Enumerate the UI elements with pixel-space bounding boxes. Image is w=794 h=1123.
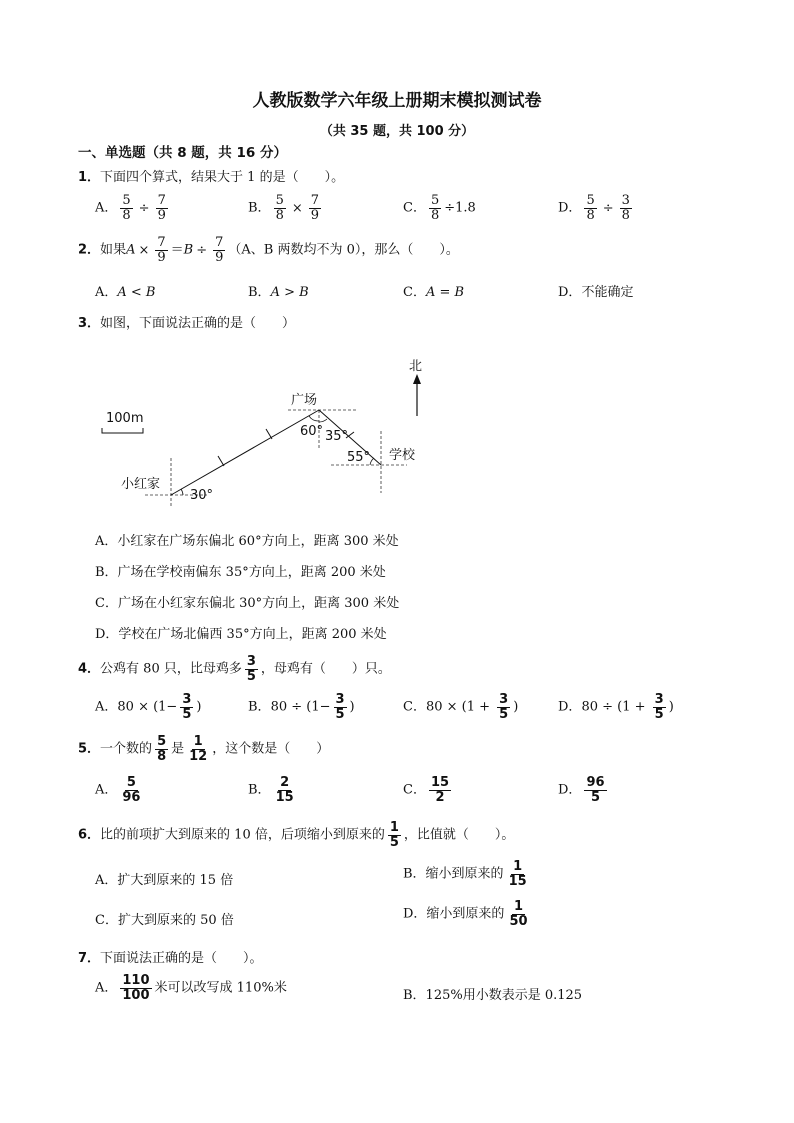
question-5-stem: 5．一个数的 $\frac{5}{8}$ 是 $\frac{1}{12}$ ，这个数是（ ） — [78, 734, 330, 764]
angle-30-label: 30° — [190, 488, 214, 503]
q5-option-a: A． $\frac{5}{96}$ — [95, 775, 141, 805]
q3-option-b: B．广场在学校南偏东 35°方向上，距离 200 米处 — [95, 565, 386, 580]
home-label: 小红家 — [121, 477, 161, 492]
plaza-arc-35 — [319, 419, 327, 422]
map-diagram — [95, 348, 445, 508]
question-3-stem: 3．如图，下面说法正确的是（ ） — [78, 316, 296, 331]
q6-option-c: C．扩大到原来的 50 倍 — [95, 913, 234, 928]
q4-option-c: C．80 × (1 + $\frac{3}{5}$ ) — [403, 692, 519, 722]
question-2-stem: 2．如果A × $\frac{7}{9}$ ＝B ÷ $\frac{7}{9}$ （A、B 两数均不为 0），那么（ ）。 — [78, 235, 459, 265]
angle-60-label: 60° — [300, 424, 324, 439]
page-subtitle: （共 35 题，共 100 分） — [319, 124, 475, 139]
question-7-stem: 7．下面说法正确的是（ ）。 — [78, 951, 263, 966]
q7-option-a: A． $\frac{110}{100}$ 米可以改写成 110%米 — [95, 973, 287, 1003]
question-number: 1． — [78, 170, 101, 185]
q2-option-c: C．A = B — [403, 285, 465, 300]
q7-option-b: B．125%用小数表示是 0.125 — [403, 988, 583, 1003]
q3-option-d: D．学校在广场北偏西 35°方向上，距离 200 米处 — [95, 627, 387, 642]
page-title: 人教版数学六年级上册期末模拟测试卷 — [252, 91, 542, 111]
plaza-label: 广场 — [291, 393, 318, 408]
route-tick-1 — [218, 456, 224, 466]
q5-option-d: D． $\frac{96}{5}$ — [558, 775, 605, 805]
q6-option-a: A．扩大到原来的 15 倍 — [95, 873, 234, 888]
q3-option-c: C．广场在小红家东偏北 30°方向上，距离 300 米处 — [95, 596, 400, 611]
q1-option-c: C． $\frac{5}{8}$ ÷1.8 — [403, 193, 476, 223]
q4-option-b: B．80 ÷ (1− $\frac{3}{5}$ ) — [248, 692, 355, 722]
scale-bar — [102, 428, 143, 433]
q1-option-d: D． $\frac{5}{8}$ ÷ $\frac{3}{8}$ — [558, 193, 630, 223]
angle-35-label: 35° — [325, 429, 349, 444]
school-label: 学校 — [389, 448, 416, 463]
q2-option-a: A．A < B — [95, 285, 156, 300]
question-6-stem: 6．比的前项扩大到原来的 10 倍，后项缩小到原来的 $\frac{1}{5}$ ，比值就（ ）。 — [78, 820, 515, 850]
school-arc-55 — [370, 458, 374, 465]
q1-option-a: A． $\frac{5}{8}$ ÷ $\frac{7}{9}$ — [95, 193, 166, 223]
q5-option-b: B． $\frac{2}{15}$ — [248, 775, 294, 805]
route-home-plaza — [171, 410, 319, 495]
north-label: 北 — [409, 359, 423, 374]
q1-option-b: B． $\frac{5}{8}$ × $\frac{7}{9}$ — [248, 193, 320, 223]
plaza-arc-60 — [309, 416, 319, 421]
q5-option-c: C． $\frac{15}{2}$ — [403, 775, 450, 805]
question-1-stem: 1．下面四个算式，结果大于 1 的是（ ）。 — [78, 170, 345, 185]
q4-option-a: A．80 × (1− $\frac{3}{5}$ ) — [95, 692, 202, 722]
q2-option-b: B．A > B — [248, 285, 309, 300]
scale-label: 100m — [106, 411, 144, 426]
q4-option-d: D．80 ÷ (1 + $\frac{3}{5}$ ) — [558, 692, 674, 722]
route-tick-2 — [266, 429, 272, 439]
north-arrow-head — [413, 374, 421, 384]
home-arc-30 — [181, 489, 183, 495]
section-heading: 一、单选题（共 8 题，共 16 分） — [78, 145, 287, 161]
q3-option-a: A．小红家在广场东偏北 60°方向上，距离 300 米处 — [95, 534, 399, 549]
question-4-stem: 4．公鸡有 80 只，比母鸡多 $\frac{3}{5}$ ，母鸡有（ ）只。 — [78, 654, 391, 684]
angle-55-label: 55° — [347, 450, 371, 465]
q2-option-d: D．不能确定 — [558, 285, 634, 300]
q6-option-b: B．缩小到原来的 $\frac{1}{15}$ — [403, 859, 527, 889]
q6-option-d: D．缩小到原来的 $\frac{1}{50}$ — [403, 899, 528, 929]
